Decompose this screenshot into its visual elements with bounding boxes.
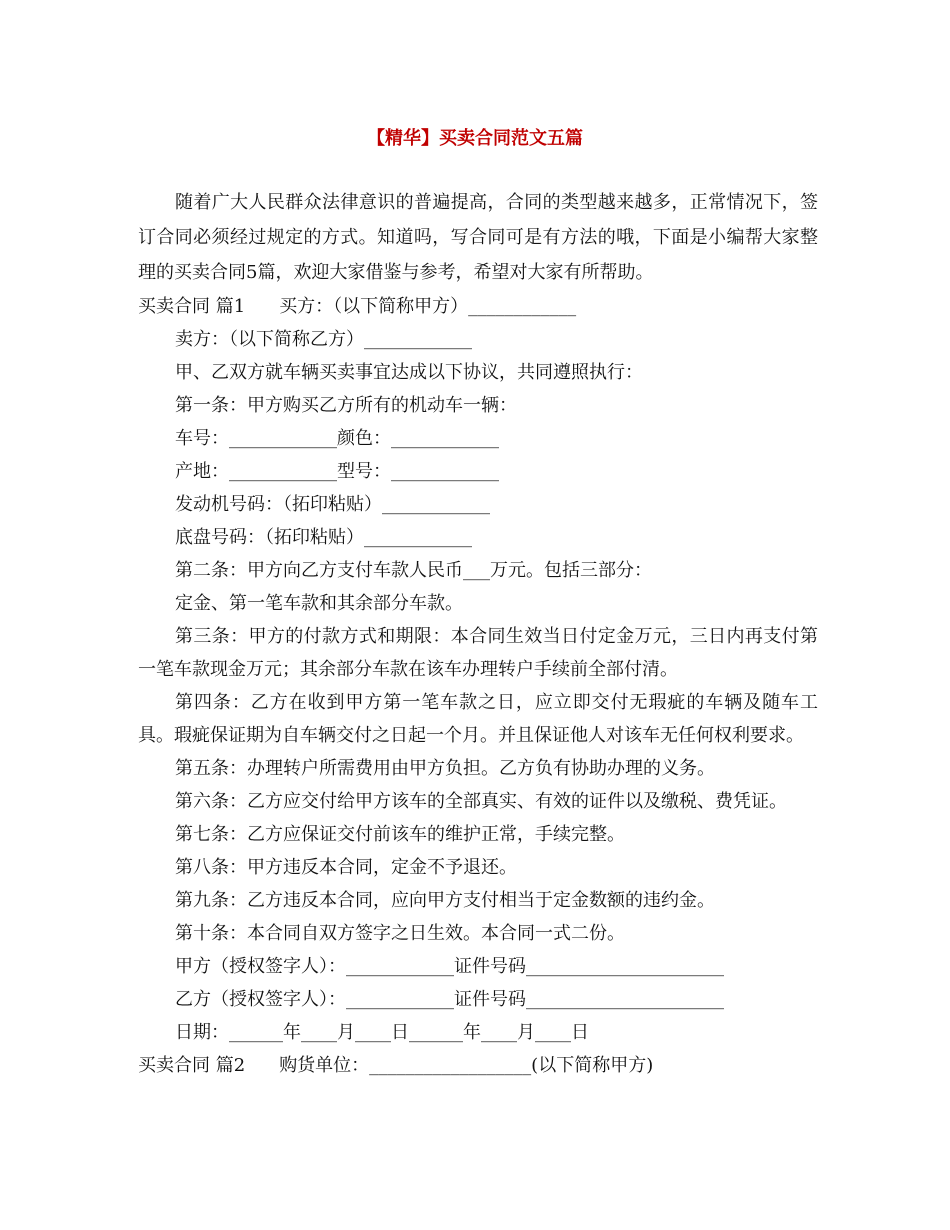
contract1-article-9: 第九条：乙方违反本合同，应向甲方支付相当于定金数额的违约金。: [175, 890, 715, 911]
contract1-article-10: 第十条：本合同自双方签字之日生效。本合同一式二份。: [175, 923, 625, 944]
contract1-signature-party-a: 甲方（授权签字人）：____________证件号码______________________: [175, 956, 724, 977]
contract1-signature-party-b: 乙方（授权签字人）：____________证件号码______________________: [175, 989, 724, 1010]
document-body: [138, 185, 818, 1082]
contract1-date: 日期：______年____月____日______年____月____日: [175, 1022, 589, 1043]
contract1-engine-number: 发动机号码：（拓印粘贴）____________: [175, 494, 490, 515]
contract1-buyer: 买方：（以下简称甲方）____________: [279, 296, 577, 317]
contract1-article-6: 第六条：乙方应交付给甲方该车的全部真实、有效的证件以及缴税、费凭证。: [175, 791, 787, 812]
contract1-chassis-number: 底盘号码：（拓印粘贴）____________: [175, 527, 472, 548]
contract1-article-8: 第八条：甲方违反本合同，定金不予退还。: [175, 857, 517, 878]
contract2-buyer-unit: 购货单位：__________________(以下简称甲方): [279, 1055, 654, 1076]
contract2-heading-line: [138, 1049, 818, 1082]
contract1-article-2: 第二条：甲方向乙方支付车款人民币___万元。包括三部分：: [175, 560, 652, 581]
contract1-article-3: 第三条：甲方的付款方式和期限：本合同生效当日付定金万元，三日内再支付第一笔车款现金万元；其余部分车款在该车办理转户手续前全部付清。: [138, 626, 818, 680]
contract1-heading-line: [138, 290, 818, 323]
contract1-article-7: 第七条：乙方应保证交付前该车的维护正常，手续完整。: [175, 824, 625, 845]
contract1-article-5: 第五条：办理转户所需费用由甲方负担。乙方负有协助办理的义务。: [175, 758, 715, 779]
contract1-seller: 卖方：（以下简称乙方）____________: [175, 329, 472, 350]
contract1-plate-color: 车号：____________颜色：____________: [175, 428, 499, 449]
document-title: 【精华】买卖合同范文五篇: [367, 128, 583, 149]
contract1-article-1: 第一条：甲方购买乙方所有的机动车一辆：: [175, 395, 517, 416]
contract1-heading: 买卖合同 篇1: [138, 296, 246, 317]
contract1-agreement: 甲、乙双方就车辆买卖事宜达成以下协议，共同遵照执行：: [175, 362, 643, 383]
intro-paragraph: 随着广大人民群众法律意识的普遍提高，合同的类型越来越多，正常情况下，签订合同必须经过规定的方式。知道吗，写合同可是有方法的哦，下面是小编帮大家整理的买卖合同5篇，欢迎大家借鉴与参考，希望对大家有所帮助。: [138, 192, 818, 283]
contract1-article-2-detail: 定金、第一笔车款和其余部分车款。: [175, 593, 463, 614]
contract1-origin-model: 产地：____________型号：____________: [175, 461, 499, 482]
contract2-heading: 买卖合同 篇2: [138, 1055, 246, 1076]
contract1-article-4: 第四条：乙方在收到甲方第一笔车款之日，应立即交付无瑕疵的车辆及随车工具。瑕疵保证期为自车辆交付之日起一个月。并且保证他人对该车无任何权利要求。: [138, 692, 818, 746]
